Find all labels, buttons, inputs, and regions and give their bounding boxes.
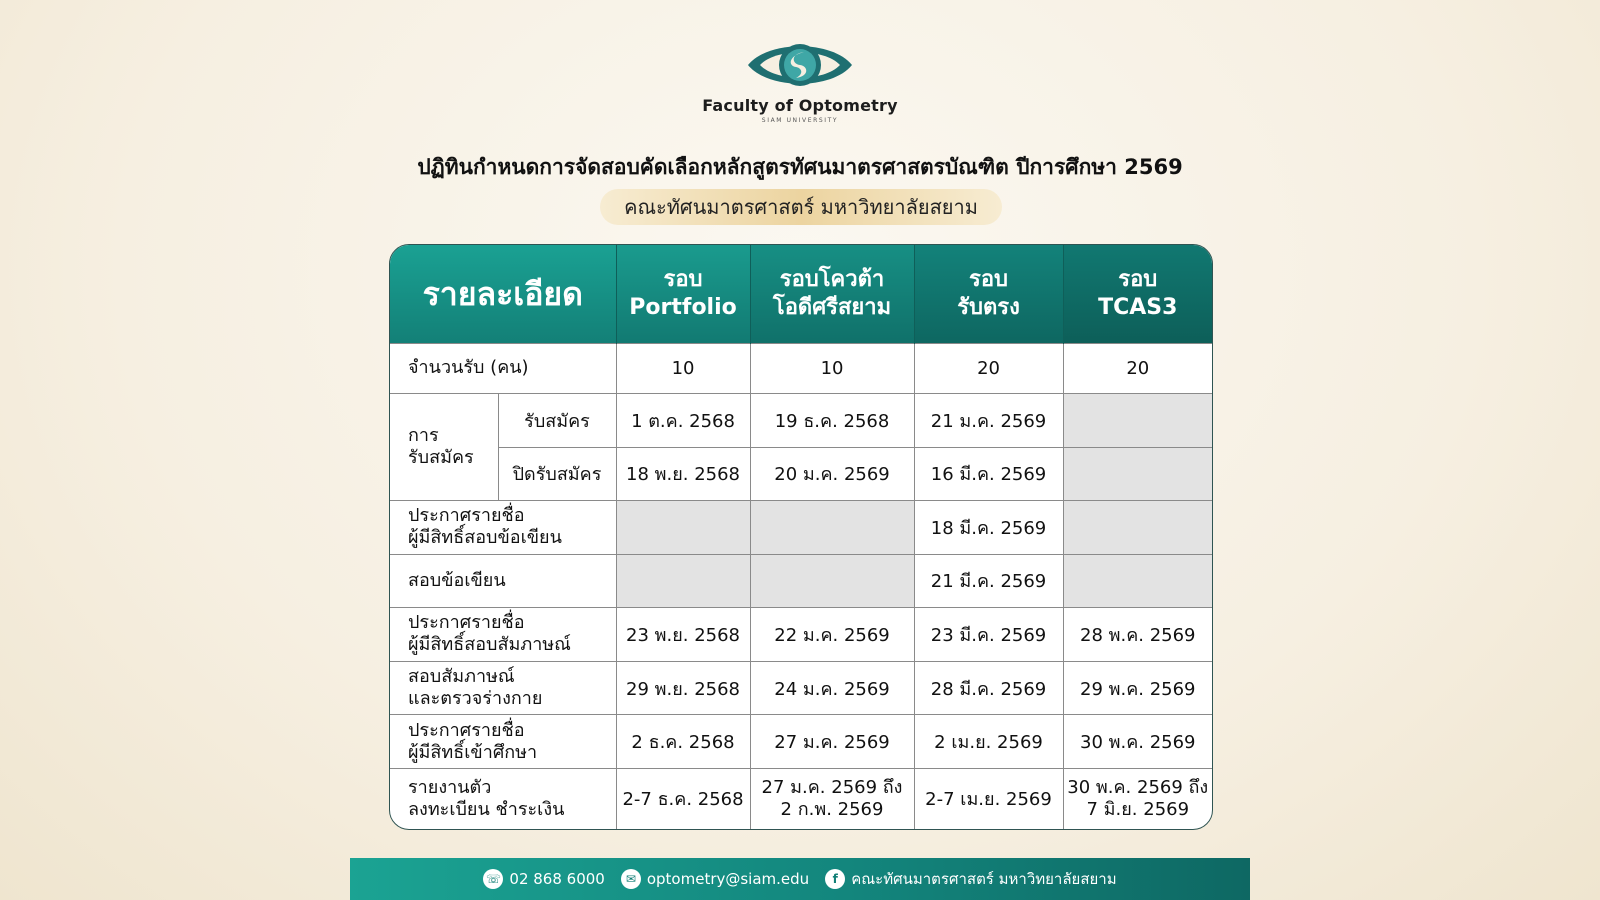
table-cell: 10 (750, 343, 914, 394)
table-cell: 21 มี.ค. 2569 (914, 554, 1063, 608)
table-cell: 28 พ.ค. 2569 (1063, 608, 1212, 662)
header-direct: รอบ รับตรง (914, 245, 1063, 343)
table-row (390, 447, 1212, 501)
table-cell: 20 (914, 343, 1063, 394)
table-cell: 20 (1063, 343, 1212, 394)
eye-logo-icon (746, 36, 854, 94)
header-tcas3: รอบ TCAS3 (1063, 245, 1212, 343)
table-cell: 20 ม.ค. 2569 (750, 447, 914, 501)
empty-cell (1063, 554, 1212, 608)
empty-cell (750, 501, 914, 555)
header-quota: รอบโควต้า โอดีศรีสยาม (750, 245, 914, 343)
schedule-table (389, 244, 1213, 830)
row-label-apply-close: ปิดรับสมัคร (498, 447, 616, 501)
header-detail: รายละเอียด (390, 245, 616, 343)
table-cell: 2 ธ.ค. 2568 (616, 715, 750, 769)
row-group-application: การ รับสมัคร (390, 394, 498, 501)
header-row (390, 245, 1212, 343)
table-cell: 10 (616, 343, 750, 394)
faculty-pill: คณะทัศนมาตรศาสตร์ มหาวิทยาลัยสยาม (600, 189, 1002, 225)
footer-phone[interactable] (483, 869, 604, 889)
table-cell: 16 มี.ค. 2569 (914, 447, 1063, 501)
table-cell: 19 ธ.ค. 2568 (750, 394, 914, 448)
table-cell: 21 ม.ค. 2569 (914, 394, 1063, 448)
brand-subname: SIAM UNIVERSITY (761, 117, 839, 124)
table-cell: 29 พ.ค. 2569 (1063, 661, 1212, 715)
row-label-interview: สอบสัมภาษณ์ และตรวจร่างกาย (390, 661, 616, 715)
row-label-apply-open: รับสมัคร (498, 394, 616, 448)
empty-cell (616, 501, 750, 555)
table-row (390, 768, 1212, 829)
page-title: ปฏิทินกำหนดการจัดสอบคัดเลือกหลักสูตรทัศนมาตรศาสตรบัณฑิต ปีการศึกษา 2569 (417, 155, 1183, 179)
table-cell: 2-7 เม.ย. 2569 (914, 768, 1063, 829)
table-cell: 1 ต.ค. 2568 (616, 394, 750, 448)
phone-text: 02 868 6000 (509, 870, 605, 888)
empty-cell (1063, 394, 1212, 448)
empty-cell (1063, 501, 1212, 555)
mail-icon: ✉ (621, 869, 641, 889)
contact-footer (350, 858, 1250, 900)
table-cell: 28 มี.ค. 2569 (914, 661, 1063, 715)
phone-icon: ☏ (483, 869, 503, 889)
footer-facebook[interactable] (825, 867, 1116, 891)
table-row (390, 715, 1212, 769)
table-cell: 30 พ.ค. 2569 (1063, 715, 1212, 769)
table-row (390, 608, 1212, 662)
row-label-written-list: ประกาศรายชื่อ ผู้มีสิทธิ์สอบข้อเขียน (390, 501, 616, 555)
table-cell: 27 ม.ค. 2569 (750, 715, 914, 769)
empty-cell (616, 554, 750, 608)
facebook-text: คณะทัศนมาตรศาสตร์ มหาวิทยาลัยสยาม (851, 870, 1117, 888)
table-cell: 27 ม.ค. 2569 ถึง 2 ก.พ. 2569 (750, 768, 914, 829)
row-label-written-exam: สอบข้อเขียน (390, 554, 616, 608)
table-cell: 23 มี.ค. 2569 (914, 608, 1063, 662)
table-cell: 22 ม.ค. 2569 (750, 608, 914, 662)
row-label-report: รายงานตัว ลงทะเบียน ชำระเงิน (390, 768, 616, 829)
empty-cell (750, 554, 914, 608)
row-label-admit-list: ประกาศรายชื่อ ผู้มีสิทธิ์เข้าศึกษา (390, 715, 616, 769)
table-cell: 2-7 ธ.ค. 2568 (616, 768, 750, 829)
brand-name: Faculty of Optometry (702, 96, 898, 115)
table-cell: 29 พ.ย. 2568 (616, 661, 750, 715)
table-row (390, 661, 1212, 715)
table-cell: 30 พ.ค. 2569 ถึง 7 มิ.ย. 2569 (1063, 768, 1212, 829)
table-row (390, 501, 1212, 555)
table-cell: 18 มี.ค. 2569 (914, 501, 1063, 555)
header-portfolio: รอบ Portfolio (616, 245, 750, 343)
row-label-capacity: จำนวนรับ (คน) (390, 343, 616, 394)
table-cell: 2 เม.ย. 2569 (914, 715, 1063, 769)
footer-email[interactable] (621, 869, 809, 889)
table-cell: 18 พ.ย. 2568 (616, 447, 750, 501)
table-cell: 23 พ.ย. 2568 (616, 608, 750, 662)
brand-header (0, 36, 1600, 124)
row-label-interview-list: ประกาศรายชื่อ ผู้มีสิทธิ์สอบสัมภาษณ์ (390, 608, 616, 662)
table-cell: 24 ม.ค. 2569 (750, 661, 914, 715)
email-text: optometry@siam.edu (646, 870, 810, 888)
table-row (390, 394, 1212, 448)
table-row (390, 554, 1212, 608)
table-row (390, 343, 1212, 394)
empty-cell (1063, 447, 1212, 501)
facebook-icon: f (825, 869, 845, 889)
